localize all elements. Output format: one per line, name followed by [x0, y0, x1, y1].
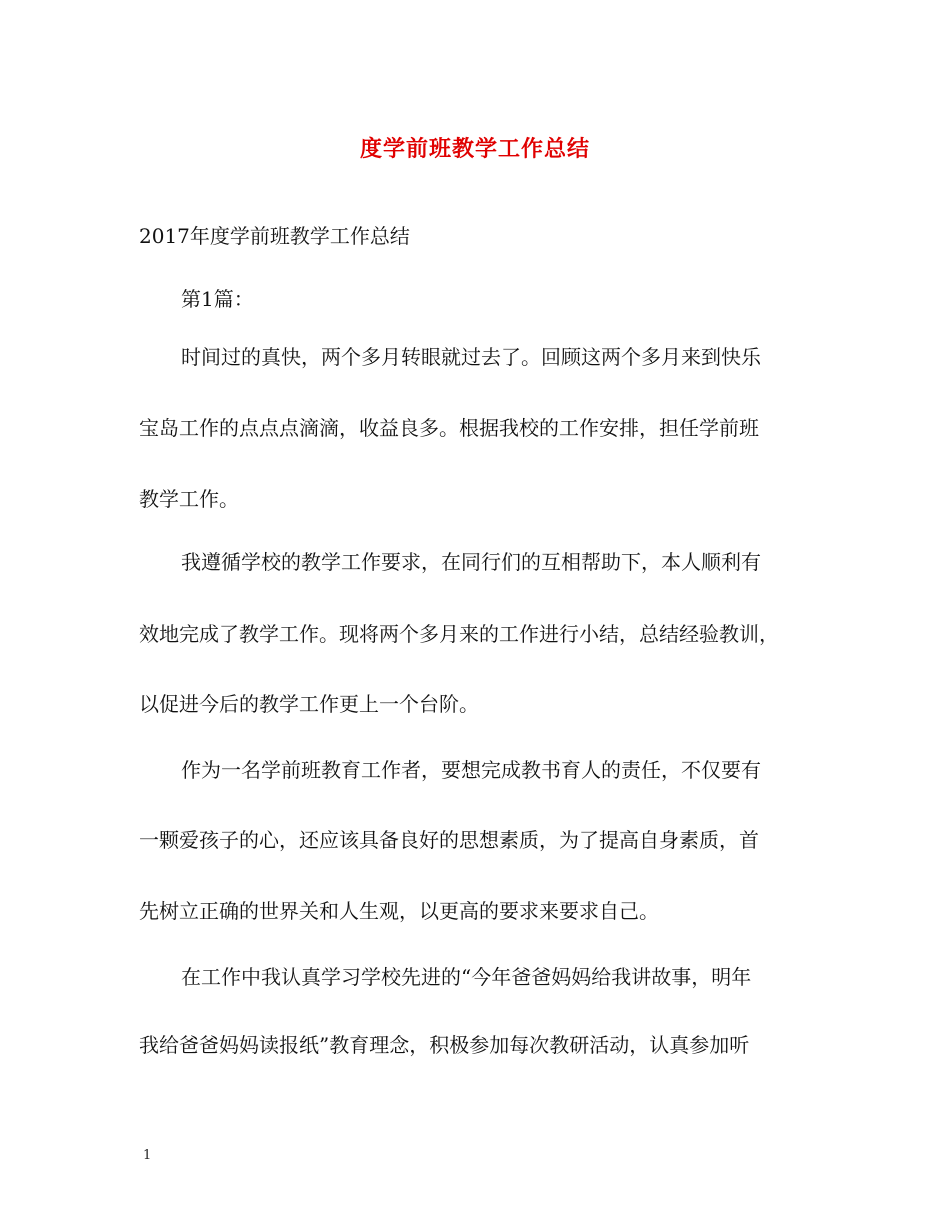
paragraph-line: 我给爸爸妈妈读报纸”教育理念，积极参加每次教研活动，认真参加听	[139, 1033, 750, 1057]
document-title: 度学前班教学工作总结	[359, 136, 590, 162]
paragraph-line: 作为一名学前班教育工作者，要想完成教书育人的责任，不仅要有	[181, 758, 761, 782]
paragraph-line: 时间过的真快，两个多月转眼就过去了。回顾这两个多月来到快乐	[181, 345, 761, 369]
page-number: 1	[143, 1148, 152, 1163]
paragraph-line: 在工作中我认真学习学校先进的“今年爸爸妈妈给我讲故事，明年	[181, 965, 752, 989]
paragraph-line: 以促进今后的教学工作更上一个台阶。	[139, 692, 479, 716]
document-subtitle: 2017年度学前班教学工作总结	[139, 224, 410, 248]
paragraph-line: 一颗爱孩子的心，还应该具备良好的思想素质，为了提高自身素质，首	[139, 828, 759, 852]
paragraph-line: 我遵循学校的教学工作要求，在同行们的互相帮助下，本人顺利有	[181, 550, 761, 574]
paragraph-line: 教学工作。	[139, 487, 239, 511]
paragraph-line: 效地完成了教学工作。现将两个多月来的工作进行小结，总结经验教训，	[139, 622, 779, 646]
paragraph-line: 先树立正确的世界关和人生观，以更高的要求来要求自己。	[139, 899, 659, 923]
paragraph-line: 宝岛工作的点点点滴滴，收益良多。根据我校的工作安排，担任学前班	[139, 416, 759, 440]
section-label: 第1篇：	[181, 287, 254, 311]
